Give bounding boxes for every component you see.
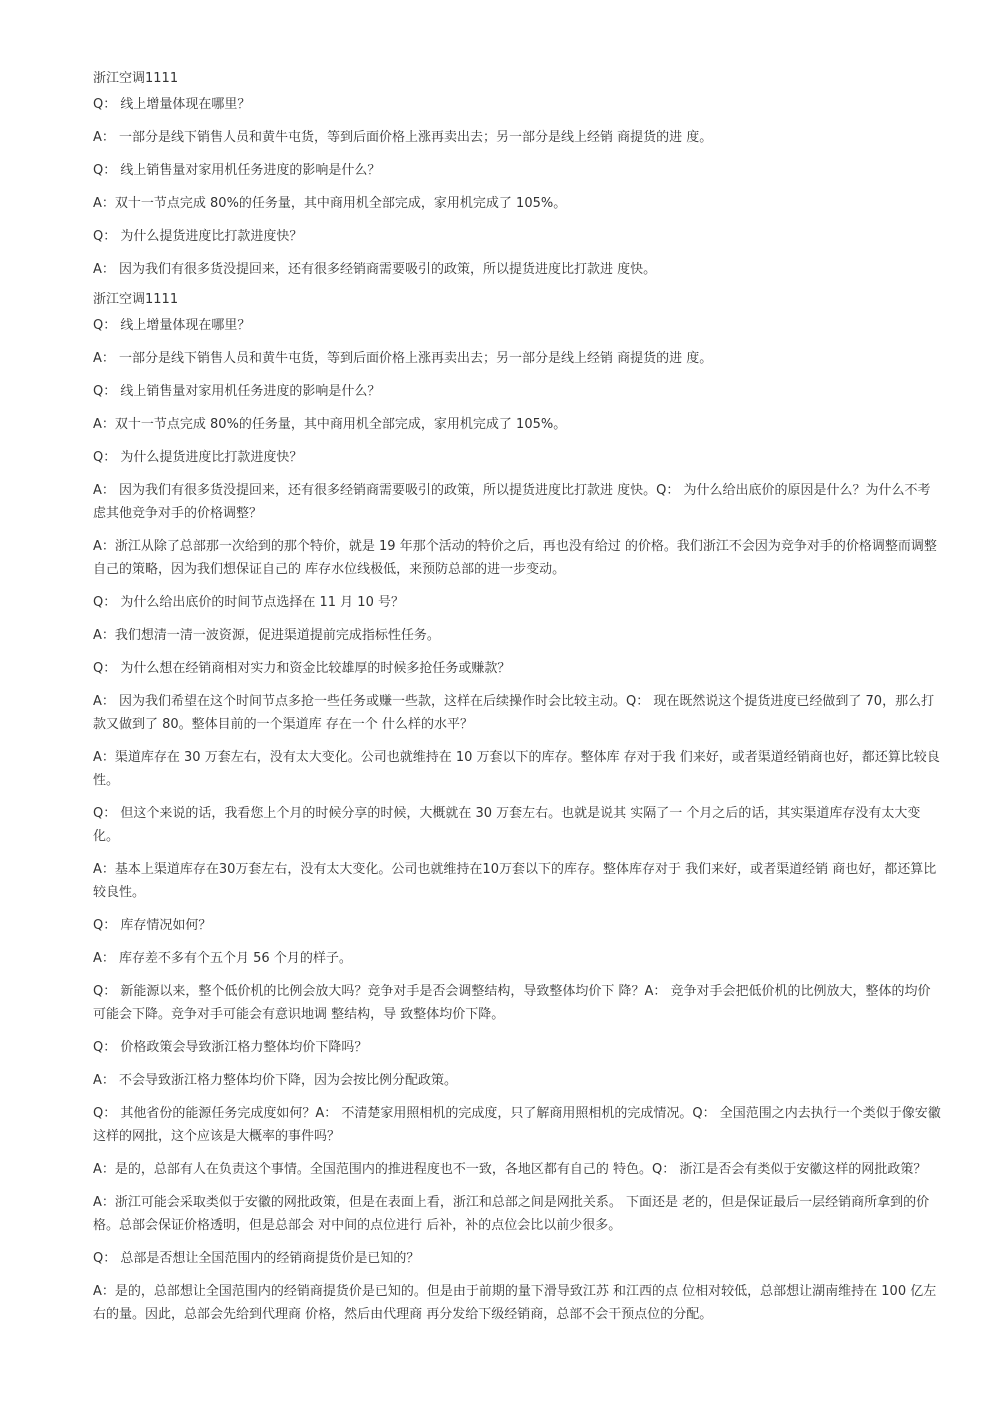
question-paragraph: Q： 总部是否想让全国范围内的经销商提货价是已知的？ <box>93 1251 420 1266</box>
question-paragraph: Q： 线上增量体现在哪里？ <box>93 97 251 112</box>
answer-paragraph: A：是的，总部想让全国范围内的经销商提货价是已知的。但是由于前期的量下滑导致江苏 和江西的点 位相对较低，总部想让湖南维持在 100 亿左右的量。因此，总部会先给到代理商 价格，然后由代理商 再分发给下级经销商，总部不会干预点位的分配。 <box>93 1284 937 1322</box>
answer-paragraph: A：我们想清一清一波资源，促进渠道提前完成指标性任务。 <box>93 628 440 643</box>
question-paragraph: Q： 为什么提货进度比打款进度快？ <box>93 450 303 465</box>
answer-paragraph: A： 因为我们有很多货没提回来，还有很多经销商需要吸引的政策，所以提货进度比打款进 度快。 <box>93 262 657 277</box>
question-paragraph: Q： 线上增量体现在哪里？ <box>93 318 251 333</box>
answer-paragraph: A：基本上渠道库存在30万套左右，没有太大变化。公司也就维持在10万套以下的库存。整体库存对于 我们来好，或者渠道经销 商也好，都还算比较良性。 <box>93 862 937 900</box>
question-paragraph: Q： 新能源以来，整个低价机的比例会放大吗？竞争对手是否会调整结构，导致整体均价下 降？A： 竞争对手会把低价机的比例放大，整体的均价可能会下降。竞争对手可能会有意识地调 整结构，导 致整体均价下降。 <box>93 984 931 1022</box>
answer-paragraph: A：是的，总部有人在负责这个事情。全国范围内的推进程度也不一致，各地区都有自己的 特色。Q： 浙江是否会有类似于安徽这样的网批政策？ <box>93 1162 927 1177</box>
section-title: 浙江空调1111 <box>93 292 179 307</box>
answer-paragraph: A： 一部分是线下销售人员和黄牛屯货，等到后面价格上涨再卖出去；另一部分是线上经销 商提货的进 度。 <box>93 351 713 366</box>
question-paragraph: Q： 为什么想在经销商相对实力和资金比较雄厚的时候多抢任务或赚款？ <box>93 661 511 676</box>
section-title: 浙江空调1111 <box>93 71 179 86</box>
answer-paragraph: A： 库存差不多有个五个月 56 个月的样子。 <box>93 951 352 966</box>
document-page <box>93 70 941 1336</box>
answer-paragraph: A：双十一节点完成 80%的任务量，其中商用机全部完成，家用机完成了 105%。 <box>93 196 567 211</box>
answer-paragraph: A： 一部分是线下销售人员和黄牛屯货，等到后面价格上涨再卖出去；另一部分是线上经销 商提货的进 度。 <box>93 130 713 145</box>
question-paragraph: Q： 库存情况如何？ <box>93 918 212 933</box>
question-paragraph: Q： 价格政策会导致浙江格力整体均价下降吗？ <box>93 1040 368 1055</box>
answer-paragraph: A：双十一节点完成 80%的任务量，其中商用机全部完成，家用机完成了 105%。 <box>93 417 567 432</box>
answer-paragraph: A： 因为我们希望在这个时间节点多抢一些任务或赚一些款，这样在后续操作时会比较主动。Q： 现在既然说这个提货进度已经做到了 70，那么打款又做到了 80。整体目前的一个渠道库 存在一个 什么样的水平？ <box>93 694 935 732</box>
answer-paragraph: A： 不会导致浙江格力整体均价下降，因为会按比例分配政策。 <box>93 1073 458 1088</box>
answer-paragraph: A：浙江从除了总部那一次给到的那个特价，就是 19 年那个活动的特价之后，再也没有给过 的价格。我们浙江不会因为竞争对手的价格调整而调整自己的策略，因为我们想保证自己的 库存水位线极低，来预防总部的进一步变动。 <box>93 539 937 577</box>
question-paragraph: Q： 为什么给出底价的时间节点选择在 11 月 10 号？ <box>93 595 404 610</box>
answer-paragraph: A：渠道库存在 30 万套左右，没有太大变化。公司也就维持在 10 万套以下的库存。整体库 存对于我 们来好，或者渠道经销商也好，都还算比较良性。 <box>93 750 940 788</box>
question-paragraph: Q： 为什么提货进度比打款进度快？ <box>93 229 303 244</box>
answer-paragraph: A：浙江可能会采取类似于安徽的网批政策，但是在表面上看，浙江和总部之间是网批关系。 下面还是 老的，但是保证最后一层经销商所拿到的价格。总部会保证价格透明，但是总部会 对中间的点位进行 后补，补的点位会比以前少很多。 <box>93 1195 930 1233</box>
question-paragraph: Q： 其他省份的能源任务完成度如何？A： 不清楚家用照相机的完成度，只了解商用照相机的完成情况。Q： 全国范围之内去执行一个类似于像安徽这样的网批，这个应该是大概率的事件吗？ <box>93 1106 941 1144</box>
question-paragraph: Q： 但这个来说的话，我看您上个月的时候分享的时候，大概就在 30 万套左右。也就是说其 实隔了一 个月之后的话，其实渠道库存没有太大变化。 <box>93 806 921 844</box>
question-paragraph: Q： 线上销售量对家用机任务进度的影响是什么？ <box>93 384 381 399</box>
question-paragraph: Q： 线上销售量对家用机任务进度的影响是什么？ <box>93 163 381 178</box>
answer-paragraph: A： 因为我们有很多货没提回来，还有很多经销商需要吸引的政策，所以提货进度比打款进 度快。Q： 为什么给出底价的原因是什么？为什么不考虑其他竞争对手的价格调整？ <box>93 483 931 521</box>
